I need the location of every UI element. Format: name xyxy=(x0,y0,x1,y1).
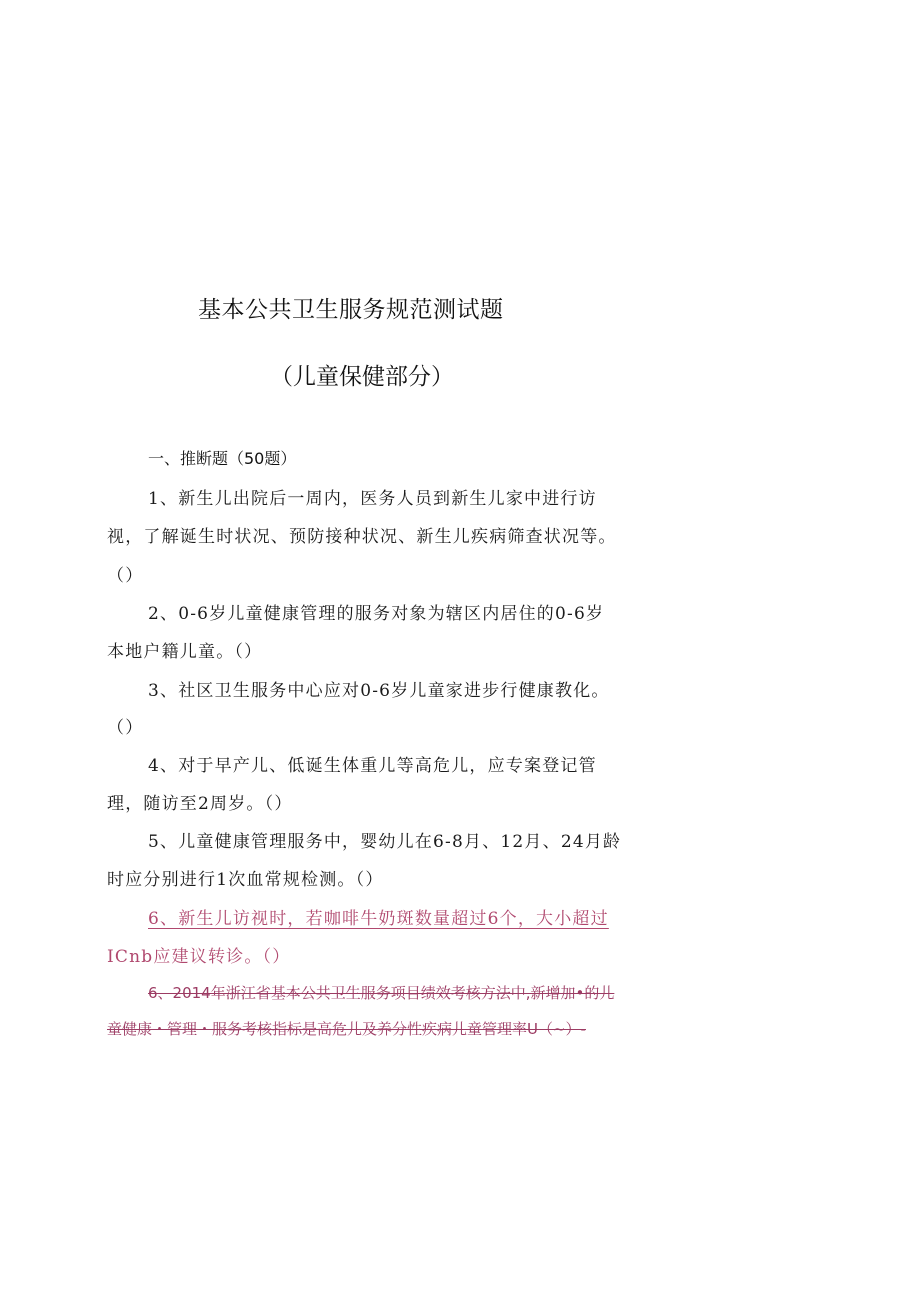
question-3-line-1: 3、社区卫生服务中心应对0-6岁儿童家进步行健康教化。 xyxy=(148,681,610,701)
document-subtitle: （儿童保健部分） xyxy=(270,364,454,390)
question-5-line-1: 5、儿童健康管理服务中，婴幼儿在6-8月、12月、24月龄 xyxy=(148,832,622,852)
revised-question-6-line-1: 6、新生儿访视时，若咖啡牛奶斑数量超过6个，大小超过 xyxy=(148,909,609,929)
deleted-question-6-line-2: 童健康・管理・服务考核指标是高危儿及养分性疾病儿童管理率U（~）- xyxy=(107,1020,586,1038)
question-1-line-1: 1、新生儿出院后一周内，医务人员到新生儿家中进行访 xyxy=(148,489,597,509)
question-4-line-1: 4、对于早产儿、低诞生体重儿等高危儿，应专案登记管 xyxy=(148,756,597,776)
question-4-line-2: 理，随访至2周岁。（） xyxy=(107,794,293,814)
question-1-line-2: 视，了解诞生时状况、预防接种状况、新生儿疾病筛查状况等。 xyxy=(107,527,617,547)
document-title: 基本公共卫生服务规范测试题 xyxy=(198,297,504,323)
question-2-line-1: 2、0-6岁儿童健康管理的服务对象为辖区内居住的0-6岁 xyxy=(148,604,605,624)
revised-question-6-line-2: ICnb应建议转诊。（） xyxy=(107,947,291,967)
section-heading: 一、推断题（50题） xyxy=(148,449,297,468)
deleted-question-6-line-1: 6、2014年浙江省基本公共卫生服务项目绩效考核方法中,新增加•的儿 xyxy=(148,984,615,1002)
question-3-line-2: （） xyxy=(107,718,144,738)
question-1-line-3: （） xyxy=(107,566,144,586)
question-5-line-2: 时应分别进行1次血常规检测。（） xyxy=(107,870,384,890)
question-2-line-2: 本地户籍儿童。（） xyxy=(107,642,263,662)
